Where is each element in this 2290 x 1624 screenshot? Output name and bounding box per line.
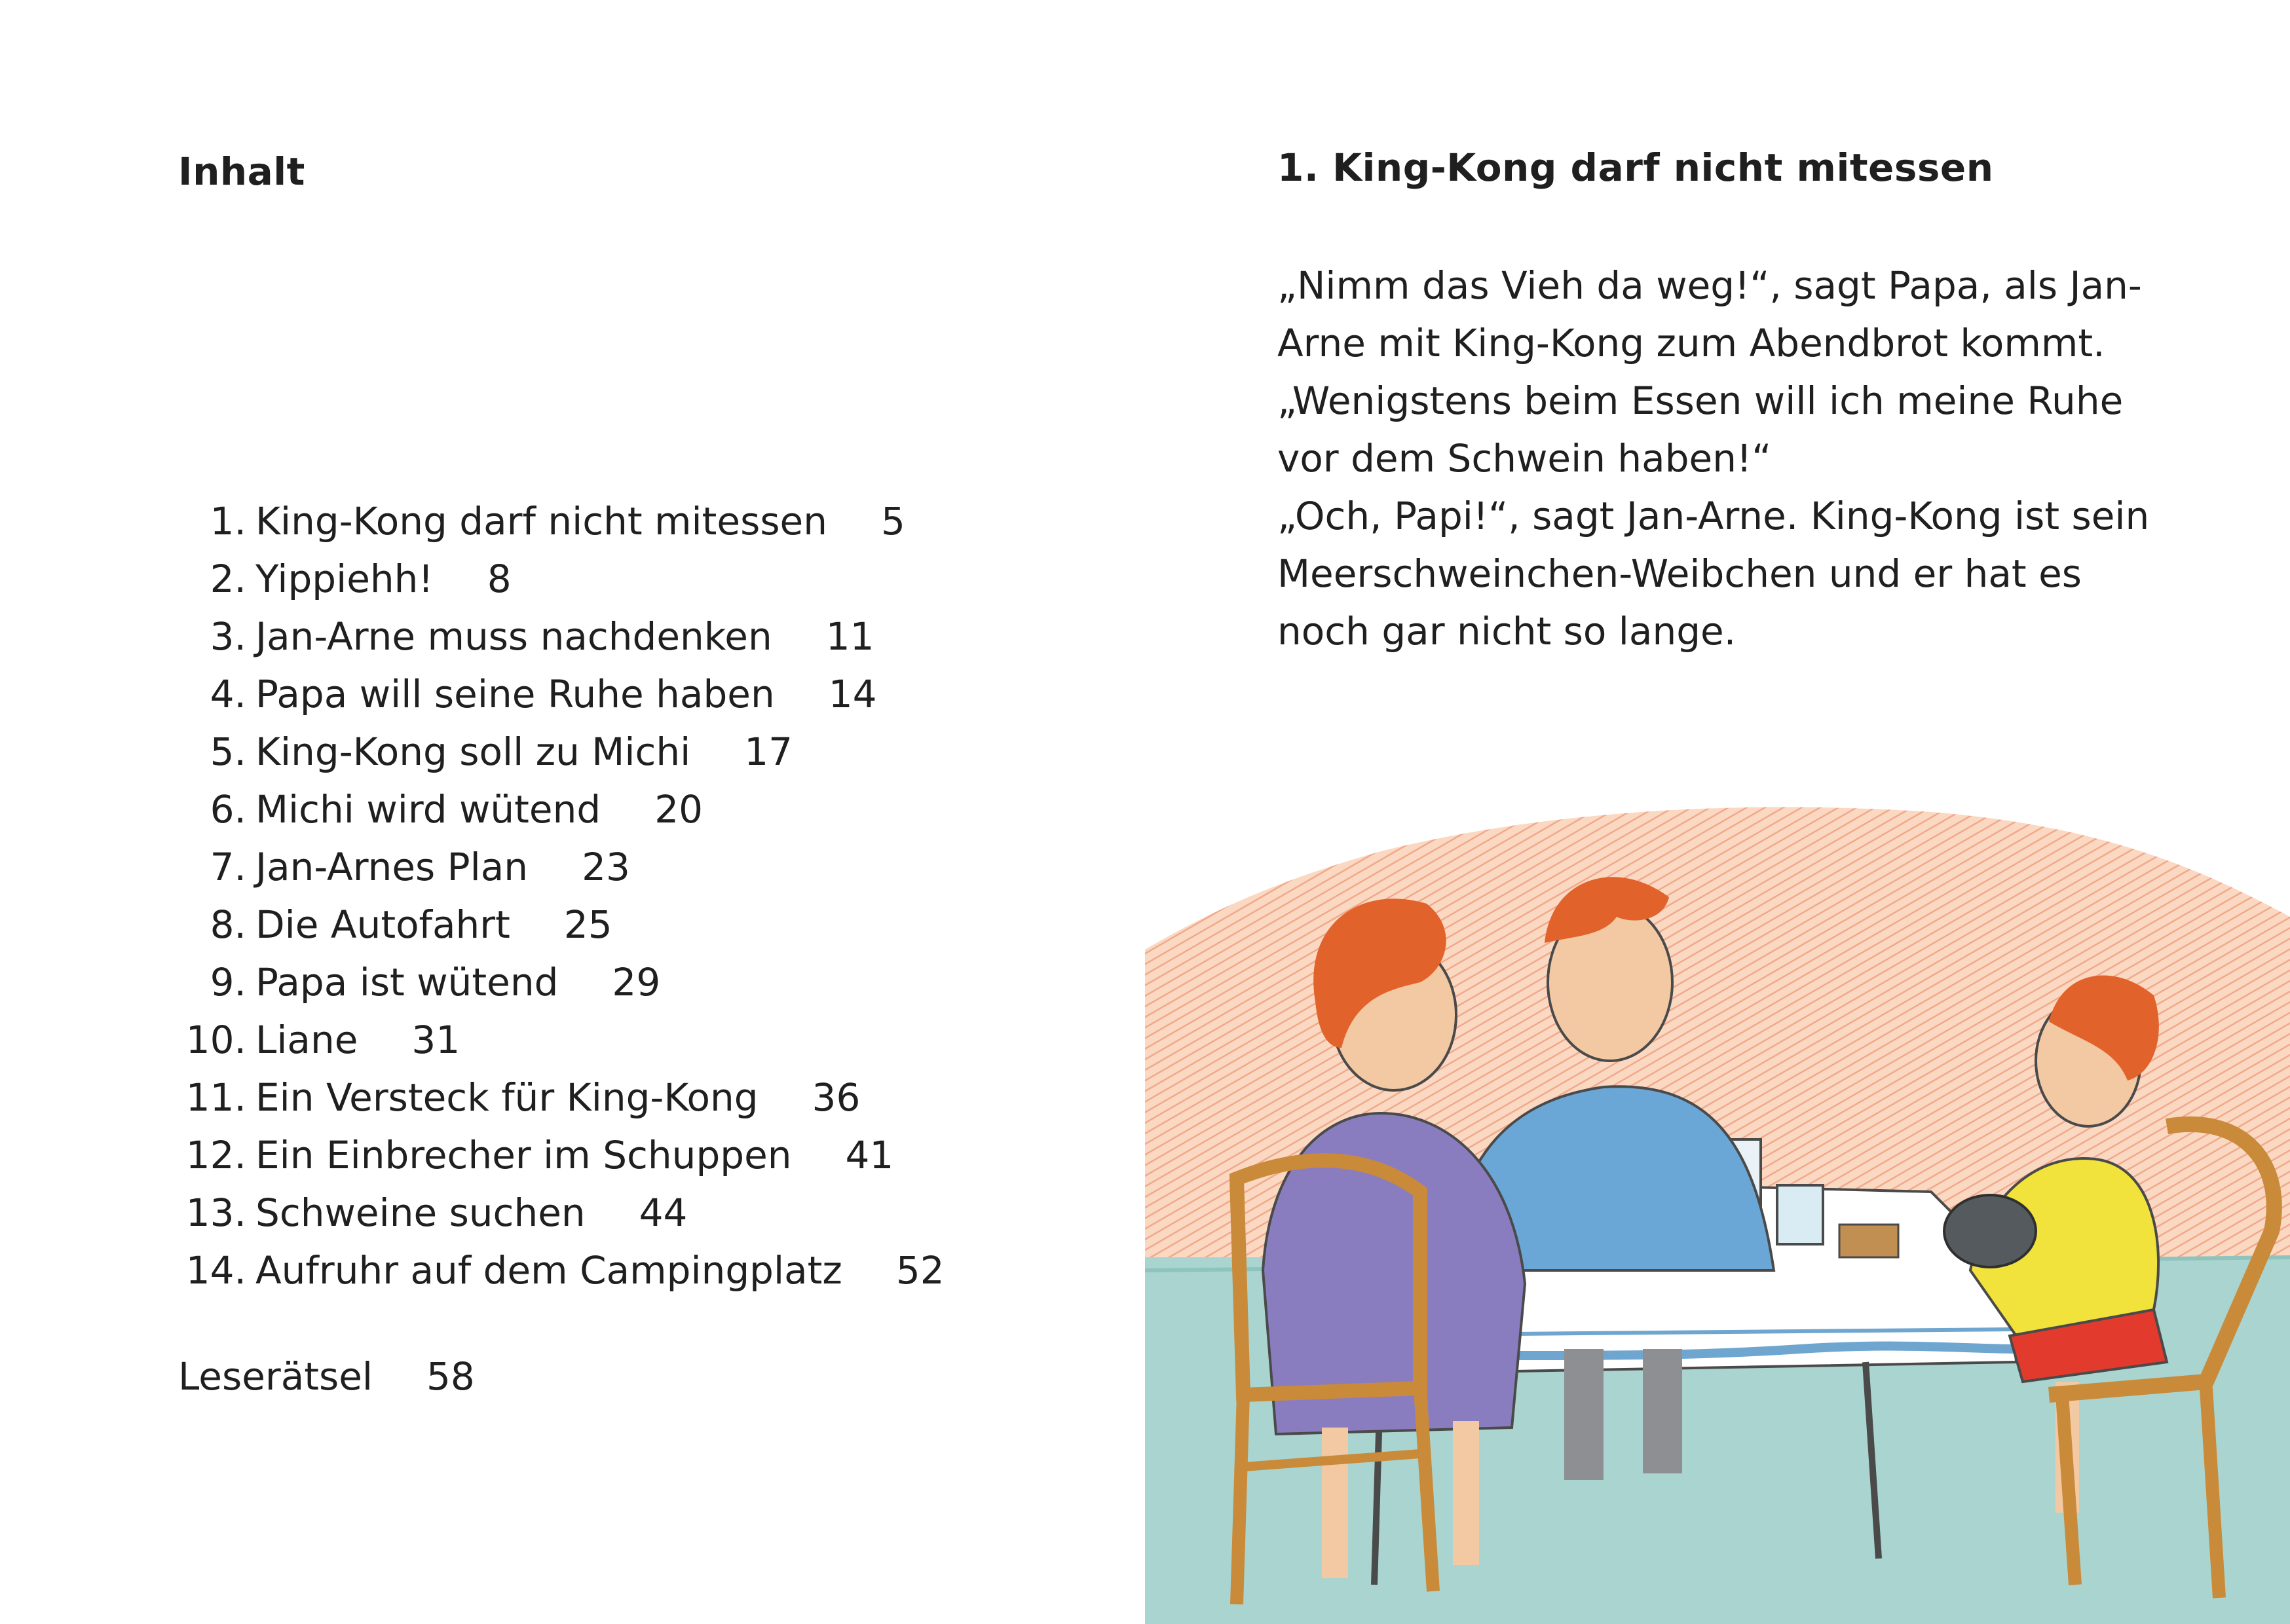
toc-number: 12. [185, 1133, 246, 1177]
text-line: „Wenigstens beim Essen will ich meine Ruhe [1277, 378, 2124, 423]
toc-chapter-title: Papa ist wütend [255, 960, 559, 1005]
text-line: vor dem Schwein haben!“ [1277, 436, 1772, 481]
toc-chapter-title: King-Kong soll zu Michi [255, 729, 691, 774]
dinner-illustration [1145, 773, 2290, 1624]
toc-entry[interactable] [178, 492, 964, 550]
chapter-title: 1. King-Kong darf nicht mitessen [1277, 145, 1994, 190]
toc-page-number: 25 [563, 902, 612, 947]
toc-page-number: 17 [744, 729, 793, 774]
toc-entry[interactable] [178, 550, 964, 608]
toc-chapter-title: Yippiehh! [255, 557, 434, 601]
toc-entry[interactable] [178, 1126, 964, 1184]
toc-chapter-title: Die Autofahrt [255, 902, 510, 947]
toc-chapter-title: Jan-Arne muss nachdenken [255, 614, 772, 659]
toc-page-number: 36 [812, 1075, 861, 1120]
toc-chapter-title: Schweine suchen [255, 1190, 586, 1235]
toc-page-number: 31 [411, 1018, 460, 1062]
text-line: Arne mit King-Kong zum Abendbrot kommt. [1277, 321, 2105, 365]
toc-entry[interactable] [178, 608, 964, 665]
toc-number: 10. [185, 1018, 246, 1062]
toc-entry[interactable] [178, 896, 964, 953]
toc-page-number: 29 [612, 960, 661, 1005]
toc-number: 14. [185, 1248, 246, 1293]
toc-number: 11. [185, 1075, 246, 1120]
guinea-pig [1944, 1195, 2036, 1267]
toc-number: 3. [210, 614, 246, 659]
toc-page-number: 11 [825, 614, 874, 659]
toc-number: 1. [210, 499, 246, 544]
toc-chapter-title: Ein Versteck für King-Kong [255, 1075, 759, 1120]
toc-number: 9. [210, 960, 246, 1005]
toc-number: 7. [210, 845, 246, 889]
toc-entry-puzzle[interactable] [178, 1348, 475, 1405]
text-line: „Och, Papi!“, sagt Jan-Arne. King-Kong ist sein [1277, 494, 2150, 538]
toc-page-number: 8 [487, 557, 512, 601]
text-line: noch gar nicht so lange. [1277, 609, 1736, 654]
toc-entry[interactable] [178, 953, 964, 1011]
toc-page-number: 52 [895, 1248, 945, 1293]
toc-chapter-title: King-Kong darf nicht mitessen [255, 499, 827, 544]
toc-title: Inhalt [178, 149, 305, 194]
toc-page-number: 44 [639, 1190, 688, 1235]
toc-number: 8. [210, 902, 246, 947]
chapter-text [1277, 257, 2207, 660]
text-line: „Nimm das Vieh da weg!“, sagt Papa, als Jan- [1277, 263, 2142, 308]
toc-page-number: 58 [426, 1354, 475, 1399]
toc-entry[interactable] [178, 1242, 964, 1299]
toc-page-number: 23 [582, 845, 630, 889]
toc-page-number: 41 [845, 1133, 894, 1177]
toc-entry[interactable] [178, 1011, 964, 1069]
toc-chapter-title: Leserätsel [178, 1354, 373, 1399]
toc-entry[interactable] [178, 1069, 964, 1126]
right-page [1145, 0, 2290, 1624]
text-line: Meerschweinchen-Weibchen und er hat es [1277, 551, 2082, 596]
toc-page-number: 14 [828, 672, 877, 716]
toc-chapter-title: Michi wird wütend [255, 787, 601, 832]
toc-page-number: 5 [880, 499, 905, 544]
toc-number: 4. [210, 672, 246, 716]
toc-page-number: 20 [654, 787, 703, 832]
toc-entry[interactable] [178, 665, 964, 723]
toc-number: 2. [210, 557, 246, 601]
toc-chapter-title: Aufruhr auf dem Campingplatz [255, 1248, 842, 1293]
toc-entry[interactable] [178, 723, 964, 781]
toc-chapter-title: Jan-Arnes Plan [255, 845, 529, 889]
toc-entry[interactable] [178, 838, 964, 896]
table-of-contents [178, 492, 964, 1299]
toc-entry[interactable] [178, 781, 964, 838]
toc-number: 13. [185, 1190, 246, 1235]
toc-number: 6. [210, 787, 246, 832]
toc-chapter-title: Ein Einbrecher im Schuppen [255, 1133, 792, 1177]
toc-chapter-title: Liane [255, 1018, 358, 1062]
toc-number: 5. [210, 729, 246, 774]
toc-entry[interactable] [178, 1184, 964, 1242]
toc-chapter-title: Papa will seine Ruhe haben [255, 672, 775, 716]
